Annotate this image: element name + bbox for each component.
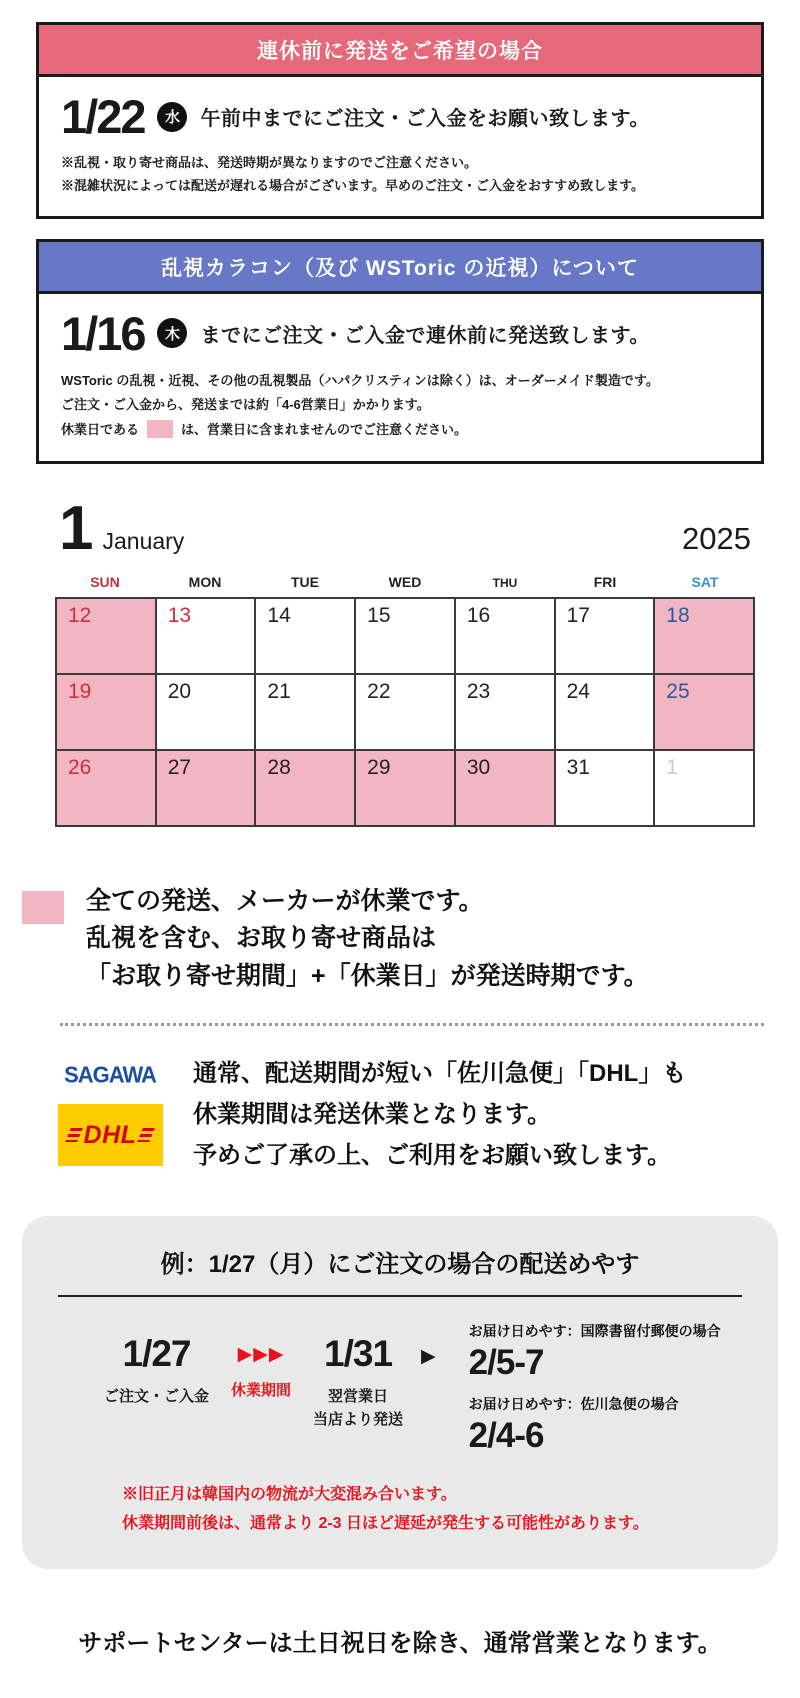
january-calendar	[55, 493, 755, 827]
legend-line-3: 「お取り寄せ期間」+「休業日」が発送時期です。	[86, 961, 649, 990]
calendar-weekday-row	[55, 574, 755, 597]
notice2-title: 乱視カラコン（及び WSToric の近視）について	[39, 242, 761, 294]
calendar-day-cell: 25	[655, 675, 755, 751]
weekday-label-fri: FRI	[593, 573, 617, 590]
pre-holiday-shipping-notice	[36, 22, 764, 219]
holiday-color-swatch	[22, 891, 64, 924]
toric-lens-notice	[36, 239, 764, 464]
wednesday-badge: 水	[157, 102, 187, 132]
calendar-day-cell: 27	[157, 751, 257, 827]
calendar-day-cell: 15	[356, 599, 456, 675]
notice2-body-line1: WSToric の乱視・近視、その他の乱視製品（ハパクリスティンは除く）は、オーダーメイド製造です。	[61, 372, 659, 388]
calendar-day-cell: 14	[256, 599, 356, 675]
sagawa-delivery-date: 2/4-6	[468, 1416, 544, 1456]
example-title-rule	[58, 1295, 742, 1297]
carrier-line-3: 予めご了承の上、ご利用をお願い致します。	[193, 1141, 672, 1169]
calendar-day-cell: 13	[157, 599, 257, 675]
weekday-label-sat: SAT	[691, 573, 719, 590]
calendar-day-cell: 20	[157, 675, 257, 751]
carrier-line-1: 通常、配送期間が短い「佐川急便」「DHL」も	[193, 1060, 687, 1088]
delivery-flow	[104, 1321, 748, 1467]
calendar-day-cell: 29	[356, 751, 456, 827]
example-note-2: 休業期間前後は、通常より 2-3 日ほど遅延が発生する可能性があります。	[122, 1515, 649, 1533]
notice1-note-2: ※混雑状況によっては配送が遅れる場合がございます。早めのご注文・ご入金をおすすめ致します。	[61, 177, 645, 193]
registered-mail-label: お届け日めやす：国際書留付郵便の場合	[468, 1323, 721, 1340]
delivery-example-box	[22, 1216, 778, 1569]
calendar-month-name: January	[102, 527, 185, 554]
sagawa-delivery-label: お届け日めやす：佐川急便の場合	[468, 1396, 679, 1413]
notice2-body-line3	[61, 418, 739, 443]
calendar-day-cell: 12	[57, 599, 157, 675]
legend-line-1: 全ての発送、メーカーが休業です。	[86, 886, 484, 915]
calendar-day-cell: 21	[256, 675, 356, 751]
weekday-label-sun: SUN	[90, 573, 120, 590]
weekday-label-tue: TUE	[291, 573, 319, 590]
calendar-day-cell: 24	[556, 675, 656, 751]
calendar-day-cell: 28	[256, 751, 356, 827]
order-date: 1/27	[122, 1333, 191, 1375]
carrier-notice	[55, 1054, 770, 1176]
notice1-deadline-date: 1/22	[61, 90, 145, 143]
example-title: 例：1/27（月）にご注文の場合の配送めやす	[160, 1251, 640, 1279]
weekday-label-wed: WED	[388, 573, 422, 590]
notice2-body-line2: ご注文・ご入金から、発送までは約「4-6営業日」かかります。	[61, 397, 430, 413]
calendar-year: 2025	[682, 520, 751, 556]
dhl-logo	[58, 1104, 163, 1166]
order-date-label: ご注文・ご入金	[104, 1388, 210, 1406]
thursday-badge: 木	[157, 318, 187, 348]
notice2-message: までにご注文・ご入金で連休前に発送致します。	[200, 324, 650, 347]
black-arrow-icon: ▶	[421, 1346, 437, 1368]
notice1-message: 午前中までにご注文・ご入金をお願い致します。	[200, 108, 650, 130]
calendar-day-cell: 22	[356, 675, 456, 751]
calendar-day-cell: 23	[456, 675, 556, 751]
calendar-day-cell: 1	[655, 751, 755, 827]
calendar-day-cell: 19	[57, 675, 157, 751]
calendar-month-number: 1	[59, 493, 94, 563]
dhl-logo-text: DHL	[83, 1120, 137, 1149]
notice2-body-line3-post: は、営業日に含まれませんのでご注意ください。	[181, 421, 468, 437]
calendar-grid	[55, 597, 755, 827]
weekday-label-thu: THU	[492, 575, 518, 590]
holiday-legend	[22, 883, 770, 996]
legend-line-2: 乱視を含む、お取り寄せ商品は	[86, 924, 437, 953]
calendar-day-cell: 18	[655, 599, 755, 675]
calendar-day-cell: 26	[57, 751, 157, 827]
dotted-divider	[60, 1023, 764, 1026]
holiday-period-label: 休業期間	[231, 1382, 292, 1400]
ship-date-label-1: 翌営業日	[328, 1388, 389, 1406]
holiday-color-swatch-inline	[147, 420, 173, 438]
calendar-day-cell: 17	[556, 599, 656, 675]
red-arrows-icon: ▶▶▶	[237, 1344, 285, 1366]
support-center-note: サポートセンターは土日祝日を除き、通常営業となります。	[78, 1630, 722, 1658]
notice2-deadline-date: 1/16	[61, 306, 145, 360]
ship-date-label-2: 当店より発送	[313, 1410, 404, 1428]
carrier-line-2: 休業期間は発送休業となります。	[193, 1100, 552, 1128]
calendar-day-cell: 16	[456, 599, 556, 675]
notice1-note-1: ※乱視・取り寄せ商品は、発送時期が異なりますのでご注意ください。	[61, 155, 478, 170]
example-note-1: ※旧正月は韓国内の物流が大変混み合います。	[122, 1486, 457, 1504]
calendar-day-cell: 31	[556, 751, 656, 827]
weekday-label-mon: MON	[188, 573, 222, 590]
notice1-title: 連休前に発送をご希望の場合	[39, 25, 761, 77]
sagawa-logo: SAGAWA	[64, 1061, 156, 1088]
calendar-day-cell: 30	[456, 751, 556, 827]
registered-mail-date: 2/5-7	[468, 1343, 544, 1383]
ship-date: 1/31	[324, 1333, 393, 1375]
notice2-body-line3-pre: 休業日である	[61, 421, 140, 437]
